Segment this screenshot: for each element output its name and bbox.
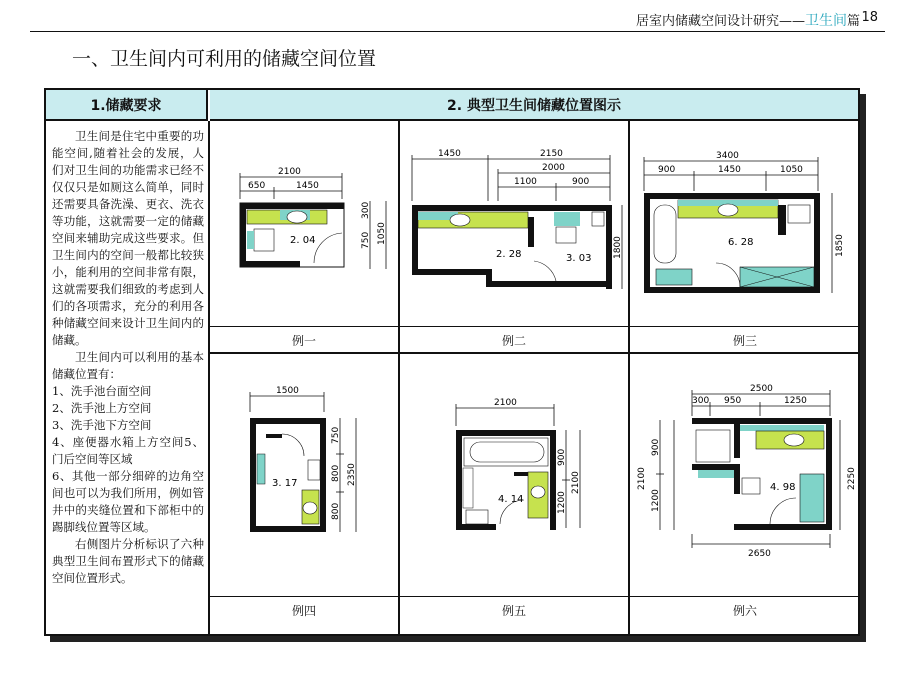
plan-example-2 (400, 121, 628, 353)
plan-example-3 (630, 121, 860, 353)
area-label: 3. 17 (272, 478, 298, 489)
running-title-accent: 卫生间 (804, 13, 847, 29)
dim-label: 2500 (750, 384, 773, 394)
dim-label: 1250 (784, 396, 807, 406)
dim-label: 300 (692, 396, 710, 406)
dim-label: 2250 (847, 467, 857, 490)
dim-label: 2150 (540, 149, 563, 159)
dim-label: 900 (651, 438, 661, 456)
dim-label: 2100 (571, 471, 581, 494)
running-title (636, 10, 860, 30)
plan-example-6 (630, 354, 860, 638)
dim-label: 1800 (613, 236, 623, 259)
dim-label: 2000 (542, 163, 565, 173)
dim-label: 1200 (557, 491, 567, 514)
dim-label: 3400 (716, 151, 739, 161)
dim-label: 950 (724, 396, 742, 406)
dim-label: 1200 (651, 489, 661, 512)
dim-label: 900 (658, 165, 676, 175)
example-caption: 例四 (291, 604, 316, 618)
col2-header: 2. 典型卫生间储藏位置图示 (210, 90, 858, 121)
requirements-conclusion: 右侧图片分析标识了六种典型卫生间布置形式下的储藏空间位置形式。 (52, 537, 204, 585)
dim-label: 1100 (514, 177, 537, 187)
dim-label: 2650 (748, 549, 771, 559)
page-number: 18 (861, 10, 878, 25)
dim-label: 1850 (835, 234, 845, 257)
dim-label: 800 (331, 502, 341, 520)
example-caption: 例一 (291, 334, 316, 348)
dim-label: 900 (557, 448, 567, 466)
col1-header: 1.储藏要求 (46, 90, 208, 121)
dim-label: 1050 (780, 165, 803, 175)
area-label: 3. 03 (566, 253, 592, 264)
requirements-list-intro: 卫生间内可以利用的基本储藏位置有： (52, 350, 204, 381)
example-caption: 例三 (732, 334, 757, 348)
storage-table (44, 88, 860, 636)
area-label: 6. 28 (728, 237, 754, 248)
dim-label: 1500 (276, 386, 299, 396)
requirements-item: 2、洗手池上方空间 (52, 401, 152, 415)
dim-label: 1050 (377, 222, 387, 245)
dim-label: 750 (331, 426, 341, 444)
example-caption: 例五 (501, 604, 526, 618)
example-1 (210, 121, 398, 353)
dim-label: 1450 (718, 165, 741, 175)
dim-label: 2350 (347, 463, 357, 486)
example-3 (630, 121, 860, 353)
example-caption: 例二 (501, 334, 526, 348)
requirements-item: 4、座便器水箱上方空间5、门后空间等区域 (52, 435, 204, 466)
example-5 (400, 354, 628, 638)
dim-label: 2100 (637, 467, 647, 490)
example-6 (630, 354, 860, 638)
requirements-intro: 卫生间是住宅中重要的功能空间,随着社会的发展，人们对卫生间的功能需求已经不仅仅只是如厕这么简单，同时还需要具备洗澡、更衣、洗衣等功能，这就需要一定的储藏空间来辅助完成这些要求。但卫生间内的空间一般都比较狭小，能利用的空间非常有限，这就需要我们细致的考虑到人们的各项需求，充分的利用各种储藏空间来设计卫生间内的储藏。 (52, 129, 204, 347)
dim-label: 650 (248, 181, 266, 191)
requirements-item: 6、其他一部分细碎的边角空间也可以为我们所用，例如管井中的夹缝位置和下部柜中的踢脚线位置等区域。 (52, 469, 204, 534)
running-title-text: 居室内储藏空间设计研究—— (635, 14, 805, 29)
dim-label: 800 (331, 464, 341, 482)
dim-label: 2100 (278, 167, 301, 177)
example-2 (400, 121, 628, 353)
area-label: 4. 14 (498, 494, 524, 505)
example-4 (210, 354, 398, 638)
dim-label: 300 (361, 201, 371, 219)
plan-example-1 (210, 121, 398, 353)
section-title: 一、卫生间内可利用的储藏空间位置 (72, 48, 377, 70)
requirements-item: 3、洗手池下方空间 (52, 418, 152, 432)
header-rule (30, 31, 885, 32)
plan-example-5 (400, 354, 628, 638)
dim-label: 750 (361, 231, 371, 249)
area-label: 2. 28 (496, 249, 522, 260)
dim-label: 900 (572, 177, 590, 187)
running-title-suffix: 篇 (846, 14, 860, 29)
dim-label: 1450 (438, 149, 461, 159)
page-header (0, 0, 900, 36)
area-label: 4. 98 (770, 482, 796, 493)
plan-example-4 (210, 354, 398, 638)
dim-label: 2100 (494, 398, 517, 408)
requirements-text (52, 128, 204, 587)
dim-label: 1450 (296, 181, 319, 191)
area-label: 2. 04 (290, 235, 316, 246)
example-caption: 例六 (732, 604, 757, 618)
requirements-item: 1、洗手池台面空间 (52, 384, 152, 398)
